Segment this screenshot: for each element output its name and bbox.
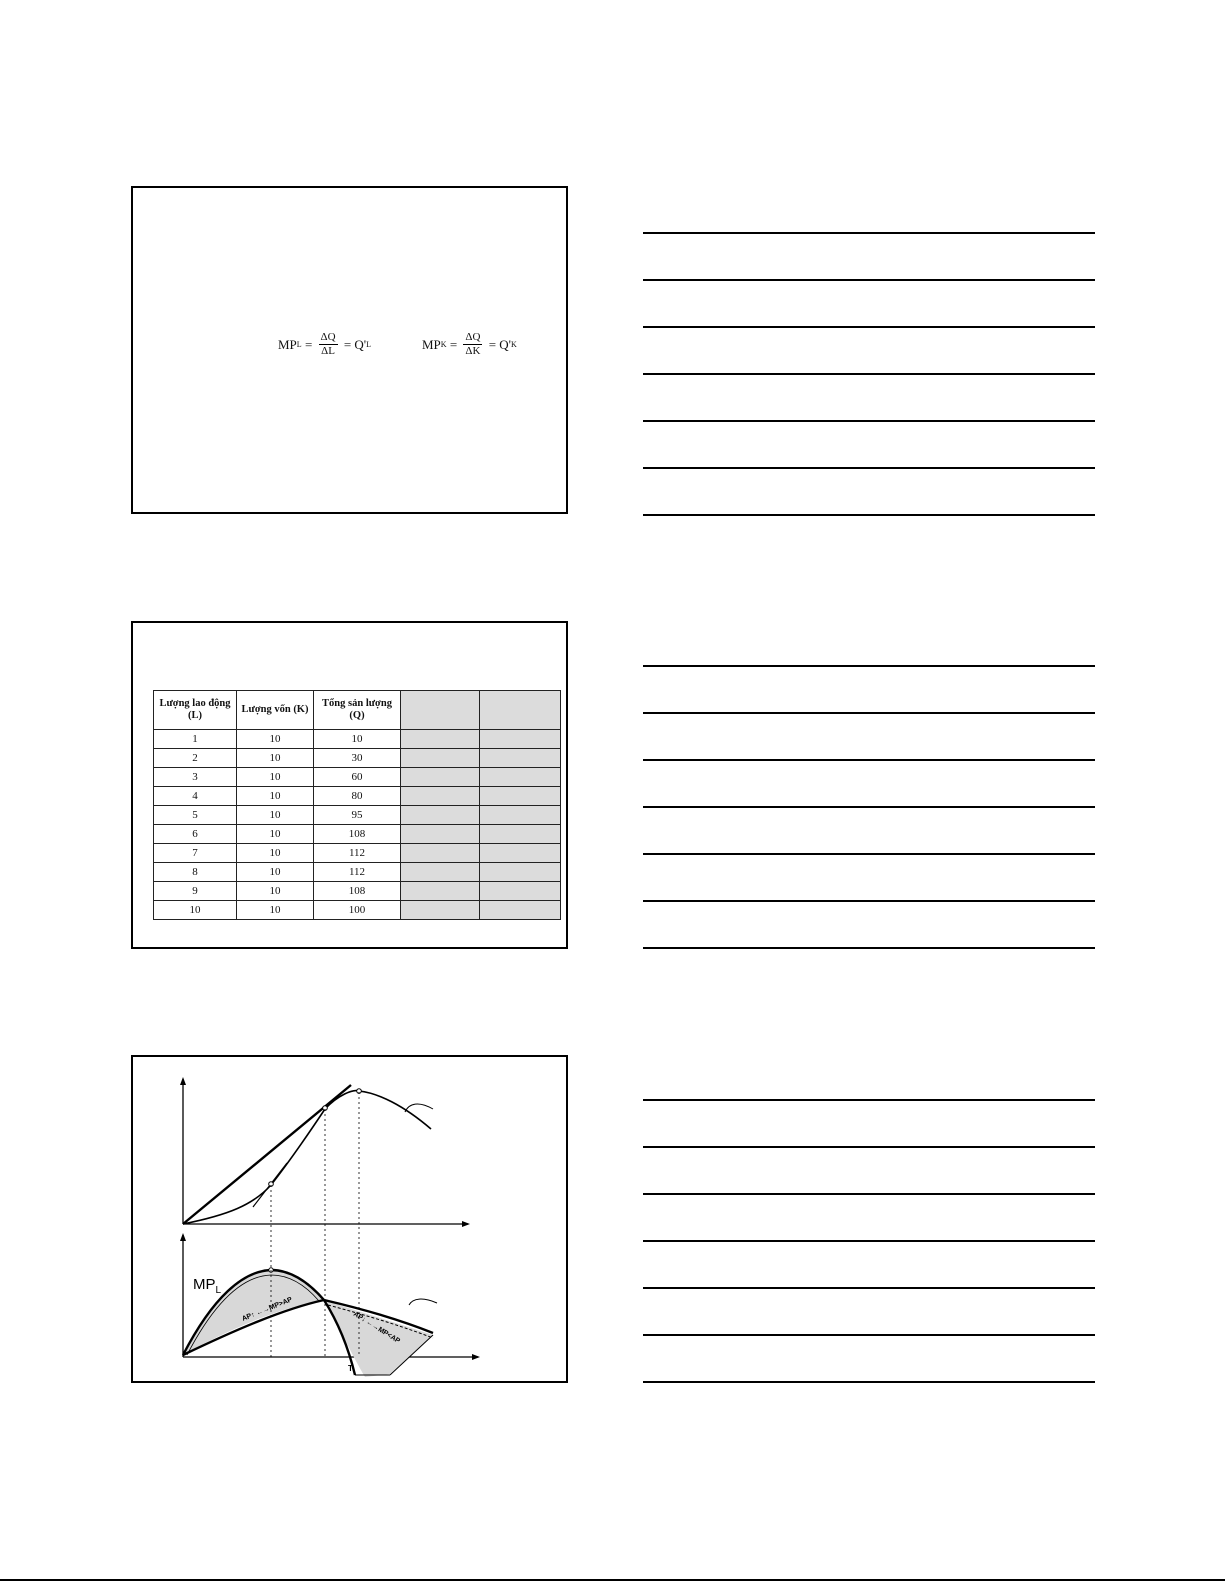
note-line — [643, 1240, 1095, 1242]
formula-mpk-denominator: ΔK — [465, 345, 481, 357]
table-row — [154, 863, 561, 882]
label-t-marker: T — [348, 1364, 353, 1373]
table-cell: 100 — [314, 901, 401, 920]
header-labor: Lượng lao động (L) — [154, 691, 237, 730]
table-cell: 10 — [237, 749, 314, 768]
table-cell: 1 — [154, 730, 237, 749]
note-line — [643, 373, 1095, 375]
formula-mpl-numerator: ΔQ — [320, 331, 336, 343]
note-line — [643, 759, 1095, 761]
note-line — [643, 806, 1095, 808]
table-row — [154, 787, 561, 806]
table-cell: 5 — [154, 806, 237, 825]
table-cell: 10 — [237, 882, 314, 901]
table-cell — [401, 901, 480, 920]
table-cell — [401, 882, 480, 901]
production-table — [153, 690, 561, 920]
slide-product-curves — [131, 1055, 568, 1383]
note-line — [643, 1381, 1095, 1383]
table-cell: 8 — [154, 863, 237, 882]
table-cell — [480, 901, 561, 920]
formula-mpl-lhs: MP — [278, 336, 297, 352]
header-blank-2 — [480, 691, 561, 730]
table-row — [154, 901, 561, 920]
table-cell — [401, 768, 480, 787]
table-cell — [480, 768, 561, 787]
slide-marginal-product — [131, 186, 568, 514]
product-curves-graph — [133, 1057, 566, 1381]
formula-mpl: MP L = $\frac{\Delta Q}{\Delta L}$ = Q' L — [278, 331, 372, 357]
table-cell: 10 — [237, 806, 314, 825]
note-line — [643, 853, 1095, 855]
table-cell: 112 — [314, 863, 401, 882]
table-cell — [480, 844, 561, 863]
table-cell: 2 — [154, 749, 237, 768]
table-cell: 4 — [154, 787, 237, 806]
ap-mp-x-axis-arrow — [472, 1354, 480, 1360]
note-line — [643, 1334, 1095, 1336]
formula-mpk-lhs: MP — [422, 336, 441, 352]
table-cell: 30 — [314, 749, 401, 768]
note-line — [643, 1287, 1095, 1289]
label-ap-rising: AP↑ ←→MP>AP — [241, 1296, 294, 1323]
table-cell: 10 — [314, 730, 401, 749]
formula-mpl-fraction — [319, 331, 338, 358]
table-cell — [401, 863, 480, 882]
slide-production-table — [131, 621, 568, 949]
formula-mpl-rhs: Q' — [354, 336, 367, 352]
table-cell — [480, 882, 561, 901]
table-cell: 10 — [237, 825, 314, 844]
table-row — [154, 749, 561, 768]
table-cell — [401, 749, 480, 768]
note-line — [643, 326, 1095, 328]
table-cell — [401, 825, 480, 844]
note-line — [643, 514, 1095, 516]
table-cell: 10 — [154, 901, 237, 920]
table-cell: 7 — [154, 844, 237, 863]
note-line — [643, 900, 1095, 902]
table-cell — [480, 749, 561, 768]
table-cell: 3 — [154, 768, 237, 787]
table-cell: 10 — [237, 730, 314, 749]
table-cell: 95 — [314, 806, 401, 825]
table-cell: 112 — [314, 844, 401, 863]
table-cell — [480, 730, 561, 749]
note-line — [643, 1193, 1095, 1195]
table-header-row — [154, 691, 561, 730]
table-cell: 10 — [237, 863, 314, 882]
formula-mpk-numerator: ΔQ — [465, 331, 481, 343]
header-blank-1 — [401, 691, 480, 730]
formula-mpl-denominator: ΔL — [321, 345, 335, 357]
note-line — [643, 1099, 1095, 1101]
note-line — [643, 279, 1095, 281]
table-cell: 9 — [154, 882, 237, 901]
formula-mpk: MP K = $\frac{\Delta Q}{\Delta K}$ = Q' K — [422, 331, 517, 357]
tp-y-axis-arrow — [180, 1077, 186, 1085]
ap-label-hook — [409, 1299, 437, 1305]
table-cell: 10 — [237, 787, 314, 806]
table-cell: 80 — [314, 787, 401, 806]
formula-mpl-lhs-sub: L — [296, 340, 302, 349]
note-line — [643, 947, 1095, 949]
table-row — [154, 730, 561, 749]
note-line — [643, 420, 1095, 422]
table-row — [154, 825, 561, 844]
table-row — [154, 882, 561, 901]
table-cell — [401, 844, 480, 863]
table-cell: 10 — [237, 844, 314, 863]
table-cell — [480, 787, 561, 806]
table-cell — [480, 806, 561, 825]
table-cell: 6 — [154, 825, 237, 844]
table-cell — [480, 863, 561, 882]
table-cell — [401, 806, 480, 825]
table-cell: 108 — [314, 825, 401, 844]
note-line — [643, 232, 1095, 234]
formula-mpl-rhs-sub: L — [366, 340, 372, 349]
tp-curve — [183, 1091, 431, 1224]
note-line — [643, 665, 1095, 667]
formula-mpk-fraction — [463, 331, 482, 358]
table-cell: 60 — [314, 768, 401, 787]
tp-label-hook — [405, 1104, 433, 1112]
note-line — [643, 712, 1095, 714]
label-ap-falling: AP↓ ←→MP<AP — [351, 1310, 402, 1346]
table-row — [154, 844, 561, 863]
tp-x-axis-arrow — [462, 1221, 470, 1227]
table-cell: 10 — [237, 768, 314, 787]
header-output: Tổng sản lượng (Q) — [314, 691, 401, 730]
page-bottom-rule — [0, 1579, 1225, 1581]
note-line — [643, 1146, 1095, 1148]
region-ap-falling — [324, 1300, 433, 1377]
note-line — [643, 467, 1095, 469]
formula-mpk-lhs-sub: K — [440, 340, 447, 349]
formula-mpk-rhs: Q' — [499, 336, 512, 352]
table-row — [154, 806, 561, 825]
table-row — [154, 768, 561, 787]
table-cell — [480, 825, 561, 844]
ap-mp-y-axis-arrow — [180, 1233, 186, 1241]
table-cell: 108 — [314, 882, 401, 901]
mp-axis-label: $MP_L$ — [193, 1276, 222, 1296]
table-cell — [401, 787, 480, 806]
table-cell: 10 — [237, 901, 314, 920]
header-capital: Lượng vốn (K) — [237, 691, 314, 730]
formula-mpk-rhs-sub: K — [511, 340, 517, 349]
table-cell — [401, 730, 480, 749]
